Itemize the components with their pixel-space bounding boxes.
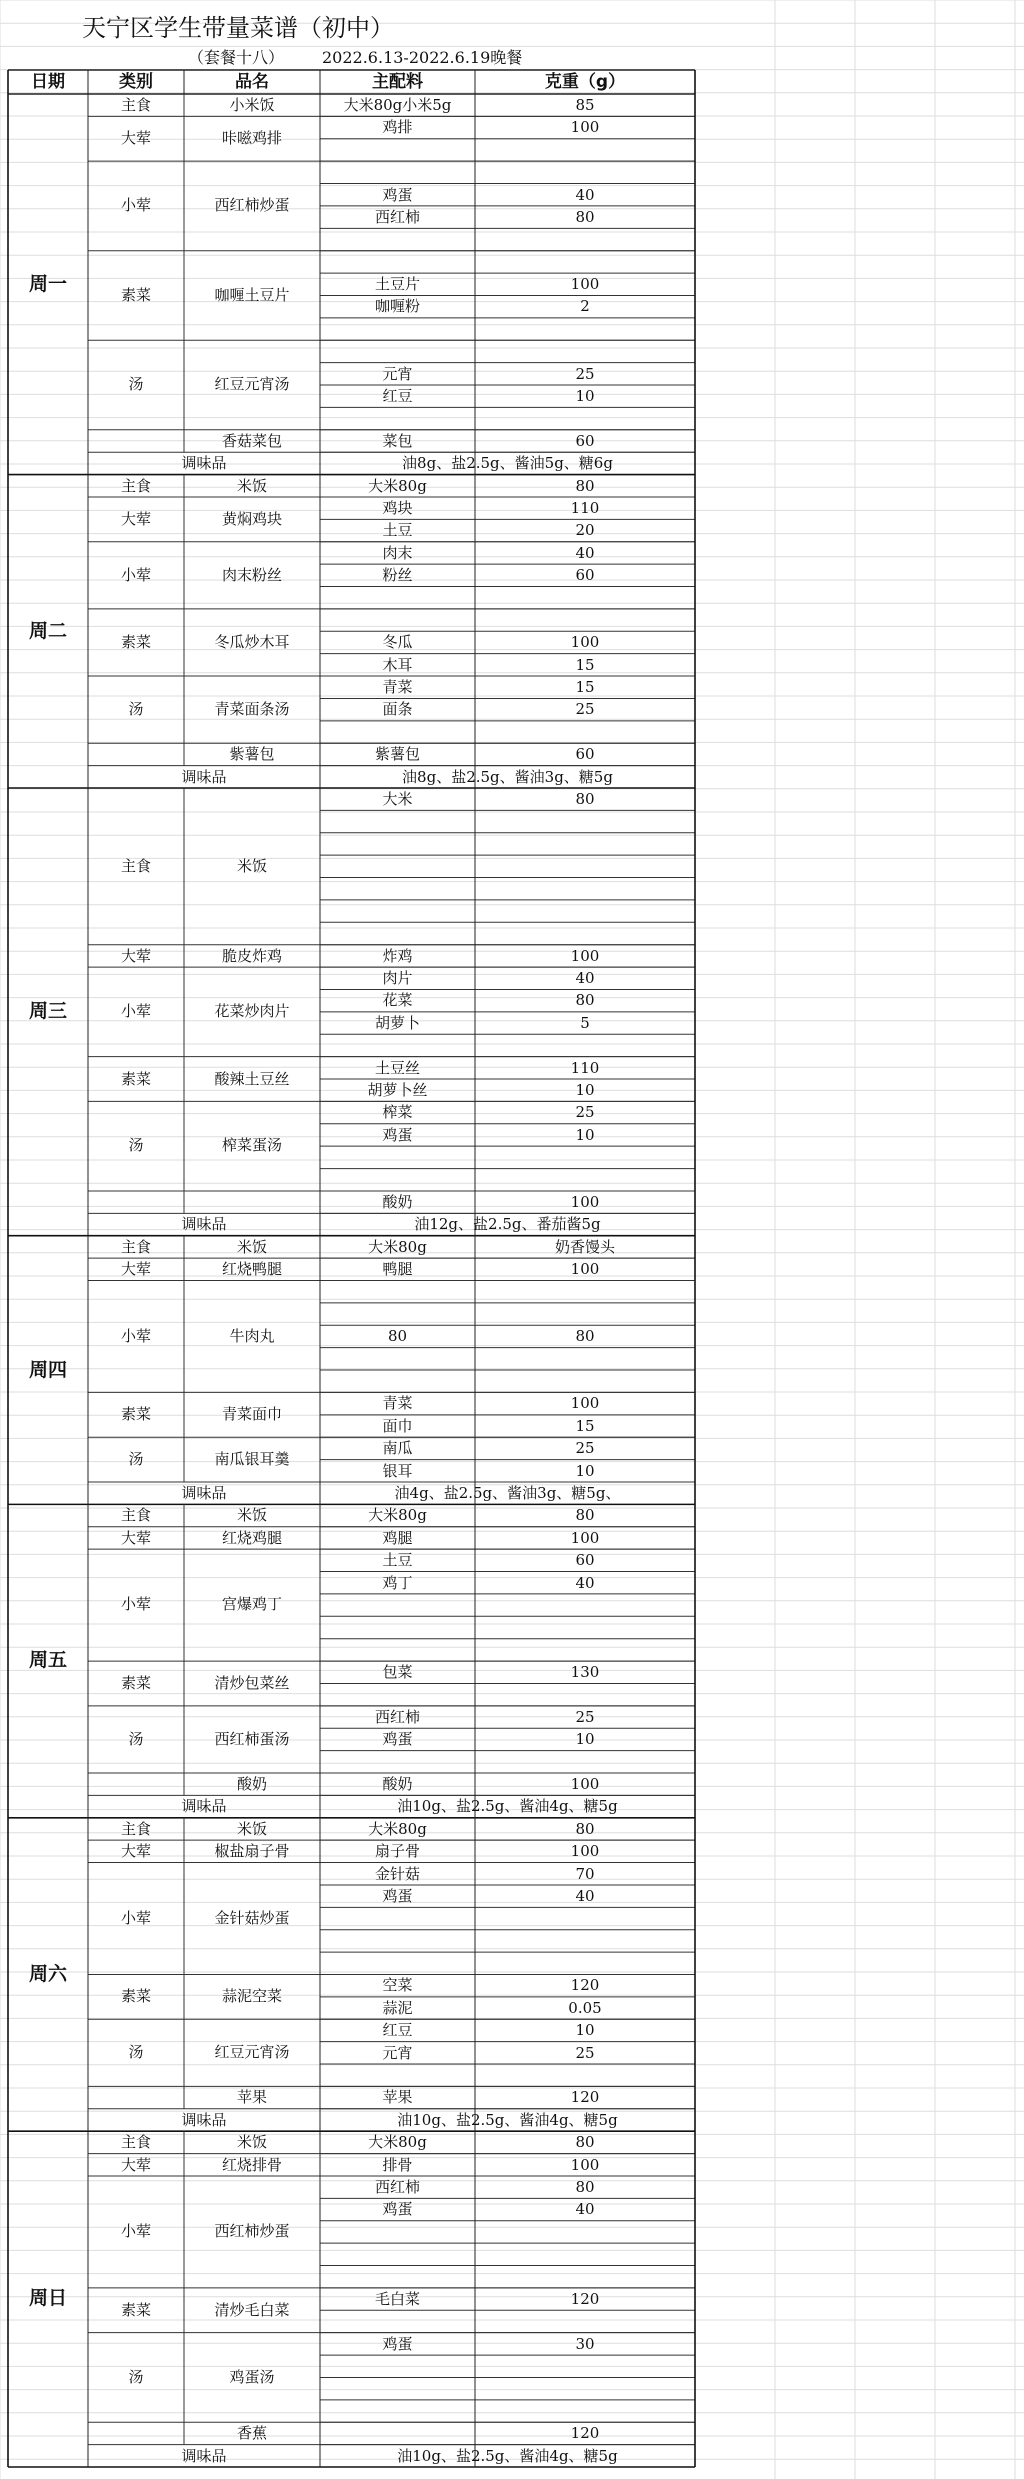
weight-cell: 10 bbox=[575, 387, 595, 406]
seasoning-label: 调味品 bbox=[181, 454, 227, 473]
day-label: 周四 bbox=[28, 1358, 67, 1381]
dish-name: 蒜泥空菜 bbox=[221, 1987, 282, 2006]
header-weight: 克重（g） bbox=[544, 72, 626, 92]
weight-cell: 40 bbox=[575, 185, 595, 204]
dish-name: 米饭 bbox=[236, 856, 267, 875]
weight-cell: 120 bbox=[570, 1976, 600, 1995]
ingredient-cell: 金针菇 bbox=[374, 1864, 420, 1883]
dish-name: 西红柿蛋汤 bbox=[214, 1729, 290, 1748]
seasoning-value: 油4g、盐2.5g、酱油3g、糖5g、 bbox=[394, 1483, 621, 1502]
ingredient-cell: 榨菜 bbox=[382, 1103, 413, 1122]
weight-cell: 80 bbox=[575, 1506, 595, 1525]
ingredient-cell: 西红柿 bbox=[374, 1707, 420, 1726]
weight-cell: 60 bbox=[575, 1551, 595, 1570]
category-cell: 汤 bbox=[128, 1136, 144, 1155]
menu-set-label: （套餐十八） bbox=[188, 48, 285, 67]
ingredient-cell: 土豆 bbox=[382, 521, 413, 540]
ingredient-cell: 菜包 bbox=[382, 431, 413, 450]
weight-cell: 10 bbox=[575, 1461, 595, 1480]
weight-cell: 15 bbox=[575, 655, 595, 674]
ingredient-cell: 大米80g bbox=[368, 1237, 427, 1256]
ingredient-cell: 大米80g bbox=[368, 2133, 427, 2152]
weight-cell: 25 bbox=[575, 1707, 595, 1726]
category-cell: 小荤 bbox=[120, 1595, 151, 1614]
weight-cell: 80 bbox=[575, 991, 595, 1010]
weight-cell: 120 bbox=[570, 2424, 600, 2443]
ingredient-cell: 大米 bbox=[382, 789, 413, 808]
ingredient-cell: 蒜泥 bbox=[382, 1998, 413, 2017]
seasoning-label: 调味品 bbox=[181, 1483, 227, 1502]
category-cell: 汤 bbox=[128, 700, 144, 719]
weight-cell: 100 bbox=[570, 946, 600, 965]
ingredient-cell: 排骨 bbox=[382, 2155, 413, 2174]
ingredient-cell: 西红柿 bbox=[374, 2177, 420, 2196]
day-label: 周六 bbox=[28, 1962, 67, 1985]
dish-name: 清炒包菜丝 bbox=[214, 1674, 290, 1693]
weight-cell: 10 bbox=[575, 1125, 595, 1144]
day-label: 周一 bbox=[28, 273, 67, 295]
weight-cell: 10 bbox=[575, 1081, 595, 1100]
ingredient-cell: 鸡蛋 bbox=[382, 1125, 413, 1144]
day-label: 周三 bbox=[28, 999, 67, 1022]
weight-cell: 40 bbox=[575, 1573, 595, 1592]
ingredient-cell: 鸡块 bbox=[382, 498, 413, 517]
weight-cell: 0.05 bbox=[568, 1998, 602, 2017]
dish-name: 米饭 bbox=[236, 476, 267, 495]
weight-cell: 80 bbox=[575, 789, 595, 808]
category-cell: 小荤 bbox=[120, 1002, 151, 1021]
dish-name: 宫爆鸡丁 bbox=[221, 1595, 282, 1614]
category-cell: 汤 bbox=[128, 2367, 144, 2386]
category-cell: 素菜 bbox=[120, 1674, 151, 1693]
dish-name: 紫薯包 bbox=[229, 745, 275, 764]
category-cell: 素菜 bbox=[120, 1987, 151, 2006]
ingredient-cell: 红豆 bbox=[382, 387, 413, 406]
weight-cell: 40 bbox=[575, 543, 595, 562]
weight-cell: 25 bbox=[575, 1439, 595, 1458]
dish-name: 清炒毛白菜 bbox=[214, 2300, 290, 2319]
dish-name: 红烧鸡腿 bbox=[221, 1528, 282, 1547]
category-cell: 大荤 bbox=[120, 509, 151, 528]
weight-cell: 100 bbox=[570, 1528, 600, 1547]
dish-name: 南瓜银耳羹 bbox=[214, 1450, 290, 1469]
ingredient-cell: 扇子骨 bbox=[374, 1842, 420, 1861]
ingredient-cell: 胡萝卜丝 bbox=[367, 1081, 428, 1100]
ingredient-cell: 鸭腿 bbox=[382, 1260, 413, 1279]
category-cell: 大荤 bbox=[120, 946, 151, 965]
category-cell: 素菜 bbox=[120, 1405, 151, 1424]
category-cell: 主食 bbox=[120, 2133, 151, 2152]
category-cell: 素菜 bbox=[120, 2300, 151, 2319]
category-cell: 汤 bbox=[128, 1729, 144, 1748]
day-label: 周日 bbox=[28, 2287, 67, 2310]
category-cell: 大荤 bbox=[120, 1528, 151, 1547]
seasoning-value: 油8g、盐2.5g、酱油5g、糖6g bbox=[402, 454, 613, 473]
category-cell: 小荤 bbox=[120, 196, 151, 215]
ingredient-cell: 肉片 bbox=[382, 969, 413, 988]
dish-name: 椒盐扇子骨 bbox=[214, 1842, 290, 1861]
ingredient-cell: 土豆丝 bbox=[374, 1058, 420, 1077]
weight-cell: 25 bbox=[575, 2043, 595, 2062]
ingredient-cell: 鸡蛋 bbox=[382, 2200, 413, 2219]
weight-cell: 80 bbox=[575, 2177, 595, 2196]
seasoning-label: 调味品 bbox=[181, 2110, 227, 2129]
weight-cell: 85 bbox=[575, 96, 595, 114]
dish-name: 红豆元宵汤 bbox=[214, 375, 290, 394]
weight-cell: 120 bbox=[570, 2088, 600, 2107]
header-dish: 品名 bbox=[235, 72, 269, 92]
dish-name: 西红柿炒蛋 bbox=[214, 196, 290, 215]
dish-name: 小米饭 bbox=[229, 96, 275, 114]
ingredient-cell: 红豆 bbox=[382, 2021, 413, 2040]
category-cell: 小荤 bbox=[120, 2221, 151, 2240]
category-cell: 汤 bbox=[128, 2043, 144, 2062]
weight-cell: 70 bbox=[575, 1864, 595, 1883]
day-label: 周二 bbox=[28, 619, 67, 642]
weight-cell: 60 bbox=[575, 431, 595, 450]
ingredient-cell: 80 bbox=[387, 1327, 408, 1346]
dish-name: 榨菜蛋汤 bbox=[221, 1136, 282, 1155]
category-cell: 素菜 bbox=[120, 285, 151, 304]
seasoning-label: 调味品 bbox=[181, 1215, 227, 1234]
ingredient-cell: 空菜 bbox=[382, 1976, 413, 1995]
dish-name: 酸奶 bbox=[236, 1775, 267, 1793]
dish-name: 苹果 bbox=[236, 2088, 267, 2107]
ingredient-cell: 炸鸡 bbox=[382, 946, 413, 965]
weight-cell: 110 bbox=[570, 1058, 600, 1077]
ingredient-cell: 面巾 bbox=[382, 1416, 413, 1435]
dish-name: 咖喱土豆片 bbox=[214, 285, 290, 304]
dish-name: 酸辣土豆丝 bbox=[214, 1069, 290, 1088]
seasoning-label: 调味品 bbox=[181, 767, 227, 786]
ingredient-cell: 鸡排 bbox=[382, 118, 413, 137]
weight-cell: 80 bbox=[575, 2133, 595, 2152]
header-ingredient: 主配料 bbox=[372, 72, 423, 92]
ingredient-cell: 酸奶 bbox=[382, 1775, 413, 1793]
ingredient-cell: 花菜 bbox=[382, 991, 413, 1010]
ingredient-cell: 元宵 bbox=[382, 2043, 413, 2062]
weight-cell: 40 bbox=[575, 2200, 595, 2219]
weight-cell: 100 bbox=[570, 1260, 600, 1279]
ingredient-cell: 冬瓜 bbox=[382, 633, 413, 652]
weight-cell: 40 bbox=[575, 1886, 595, 1905]
dish-name: 米饭 bbox=[236, 2133, 267, 2152]
weight-cell: 15 bbox=[575, 1416, 595, 1435]
weight-cell: 80 bbox=[575, 1819, 595, 1838]
ingredient-cell: 鸡腿 bbox=[382, 1528, 413, 1547]
ingredient-cell: 胡萝卜 bbox=[374, 1013, 420, 1032]
weight-cell: 130 bbox=[570, 1663, 600, 1682]
category-cell: 小荤 bbox=[120, 1326, 151, 1345]
ingredient-cell: 鸡蛋 bbox=[382, 1886, 413, 1905]
seasoning-value: 油10g、盐2.5g、酱油4g、糖5g bbox=[397, 2110, 618, 2129]
weight-cell: 60 bbox=[575, 745, 595, 764]
category-cell: 大荤 bbox=[120, 129, 151, 148]
dish-name: 米饭 bbox=[236, 1506, 267, 1525]
weight-cell: 80 bbox=[575, 1327, 595, 1346]
weight-cell: 100 bbox=[570, 633, 600, 652]
ingredient-cell: 大米80g bbox=[368, 1506, 427, 1525]
weight-cell: 10 bbox=[575, 1730, 595, 1749]
seasoning-value: 油12g、盐2.5g、番茄酱5g bbox=[414, 1215, 601, 1234]
dish-name: 黄焖鸡块 bbox=[221, 509, 282, 528]
weight-cell: 80 bbox=[575, 207, 595, 226]
ingredient-cell: 肉末 bbox=[382, 543, 413, 562]
ingredient-cell: 土豆 bbox=[382, 1551, 413, 1570]
dish-name: 香蕉 bbox=[236, 2424, 267, 2443]
category-cell: 素菜 bbox=[120, 1069, 151, 1088]
dish-name: 鸡蛋汤 bbox=[229, 2367, 275, 2386]
ingredient-cell: 紫薯包 bbox=[374, 745, 420, 764]
dish-name: 香菇菜包 bbox=[221, 431, 282, 450]
day-label: 周五 bbox=[28, 1649, 67, 1672]
seasoning-label: 调味品 bbox=[181, 2446, 227, 2465]
category-cell: 大荤 bbox=[120, 2155, 151, 2174]
category-cell: 汤 bbox=[128, 1450, 144, 1469]
page-title: 天宁区学生带量菜谱（初中） bbox=[82, 14, 394, 42]
dish-name: 红烧排骨 bbox=[221, 2155, 282, 2174]
weight-cell: 2 bbox=[580, 297, 590, 316]
category-cell: 小荤 bbox=[120, 1908, 151, 1927]
weight-cell: 100 bbox=[570, 2155, 600, 2174]
ingredient-cell: 大米80g bbox=[368, 476, 427, 495]
category-cell: 小荤 bbox=[120, 565, 151, 584]
dish-name: 青菜面条汤 bbox=[214, 700, 290, 719]
ingredient-cell: 酸奶 bbox=[382, 1192, 413, 1211]
ingredient-cell: 土豆片 bbox=[374, 275, 420, 294]
weight-cell: 100 bbox=[570, 1192, 600, 1211]
dish-name: 西红柿炒蛋 bbox=[214, 2221, 290, 2240]
seasoning-label: 调味品 bbox=[181, 1797, 227, 1816]
weight-cell: 20 bbox=[575, 521, 595, 540]
weight-cell: 100 bbox=[570, 118, 600, 137]
dish-name: 米饭 bbox=[236, 1819, 267, 1838]
ingredient-cell: 大米80g小米5g bbox=[343, 96, 452, 114]
dish-name: 脆皮炸鸡 bbox=[221, 946, 282, 965]
weight-cell: 60 bbox=[575, 566, 595, 585]
ingredient-cell: 粉丝 bbox=[382, 566, 413, 585]
ingredient-cell: 包菜 bbox=[382, 1663, 413, 1682]
weight-cell: 100 bbox=[570, 1394, 600, 1413]
ingredient-cell: 鸡蛋 bbox=[382, 185, 413, 204]
weight-cell: 10 bbox=[575, 2021, 595, 2040]
ingredient-cell: 银耳 bbox=[382, 1461, 413, 1480]
weight-cell: 30 bbox=[575, 2334, 595, 2353]
weight-cell: 奶香馒头 bbox=[554, 1237, 615, 1256]
ingredient-cell: 毛白菜 bbox=[374, 2289, 420, 2308]
ingredient-cell: 面条 bbox=[382, 700, 413, 719]
weight-cell: 25 bbox=[575, 364, 595, 383]
ingredient-cell: 元宵 bbox=[382, 364, 413, 383]
dish-name: 红烧鸭腿 bbox=[221, 1260, 282, 1279]
category-cell: 汤 bbox=[128, 375, 144, 394]
ingredient-cell: 大米80g bbox=[368, 1819, 427, 1838]
ingredient-cell: 鸡蛋 bbox=[382, 1730, 413, 1749]
weight-cell: 25 bbox=[575, 700, 595, 719]
category-cell: 主食 bbox=[120, 96, 151, 114]
ingredient-cell: 西红柿 bbox=[374, 207, 420, 226]
weight-cell: 40 bbox=[575, 969, 595, 988]
category-cell: 主食 bbox=[120, 1506, 151, 1525]
weight-cell: 100 bbox=[570, 275, 600, 294]
weight-cell: 100 bbox=[570, 1842, 600, 1861]
ingredient-cell: 鸡蛋 bbox=[382, 2334, 413, 2353]
weight-cell: 80 bbox=[575, 476, 595, 495]
ingredient-cell: 木耳 bbox=[382, 655, 413, 674]
weight-cell: 15 bbox=[575, 678, 595, 697]
seasoning-value: 油10g、盐2.5g、酱油4g、糖5g bbox=[397, 2446, 618, 2465]
weight-cell: 100 bbox=[570, 1775, 600, 1793]
ingredient-cell: 苹果 bbox=[382, 2088, 413, 2107]
dish-name: 肉末粉丝 bbox=[221, 565, 282, 584]
header-category: 类别 bbox=[119, 72, 153, 92]
category-cell: 大荤 bbox=[120, 1260, 151, 1279]
dish-name: 青菜面巾 bbox=[221, 1405, 282, 1424]
dish-name: 红豆元宵汤 bbox=[214, 2043, 290, 2062]
dish-name: 牛肉丸 bbox=[229, 1326, 275, 1345]
weight-cell: 110 bbox=[570, 498, 600, 517]
category-cell: 主食 bbox=[120, 856, 151, 875]
category-cell: 素菜 bbox=[120, 632, 151, 651]
ingredient-cell: 青菜 bbox=[382, 1394, 413, 1413]
ingredient-cell: 青菜 bbox=[382, 678, 413, 697]
dish-name: 米饭 bbox=[236, 1237, 267, 1256]
seasoning-value: 油8g、盐2.5g、酱油3g、糖5g bbox=[402, 767, 613, 786]
ingredient-cell: 咖喱粉 bbox=[374, 297, 420, 316]
dish-name: 咔嗞鸡排 bbox=[221, 129, 282, 148]
ingredient-cell: 鸡丁 bbox=[382, 1573, 413, 1592]
header-date: 日期 bbox=[31, 72, 65, 92]
weight-cell: 120 bbox=[570, 2289, 600, 2308]
category-cell: 主食 bbox=[120, 1237, 151, 1256]
weight-cell: 5 bbox=[580, 1013, 590, 1032]
dish-name: 金针菇炒蛋 bbox=[214, 1908, 290, 1927]
dish-name: 花菜炒肉片 bbox=[214, 1002, 290, 1021]
ingredient-cell: 南瓜 bbox=[382, 1439, 413, 1458]
weight-cell: 25 bbox=[575, 1103, 595, 1122]
seasoning-value: 油10g、盐2.5g、酱油4g、糖5g bbox=[397, 1797, 618, 1816]
dish-name: 冬瓜炒木耳 bbox=[214, 632, 290, 651]
date-range: 2022.6.13-2022.6.19晚餐 bbox=[322, 48, 523, 67]
category-cell: 主食 bbox=[120, 1819, 151, 1838]
category-cell: 大荤 bbox=[120, 1842, 151, 1861]
category-cell: 主食 bbox=[120, 476, 151, 495]
